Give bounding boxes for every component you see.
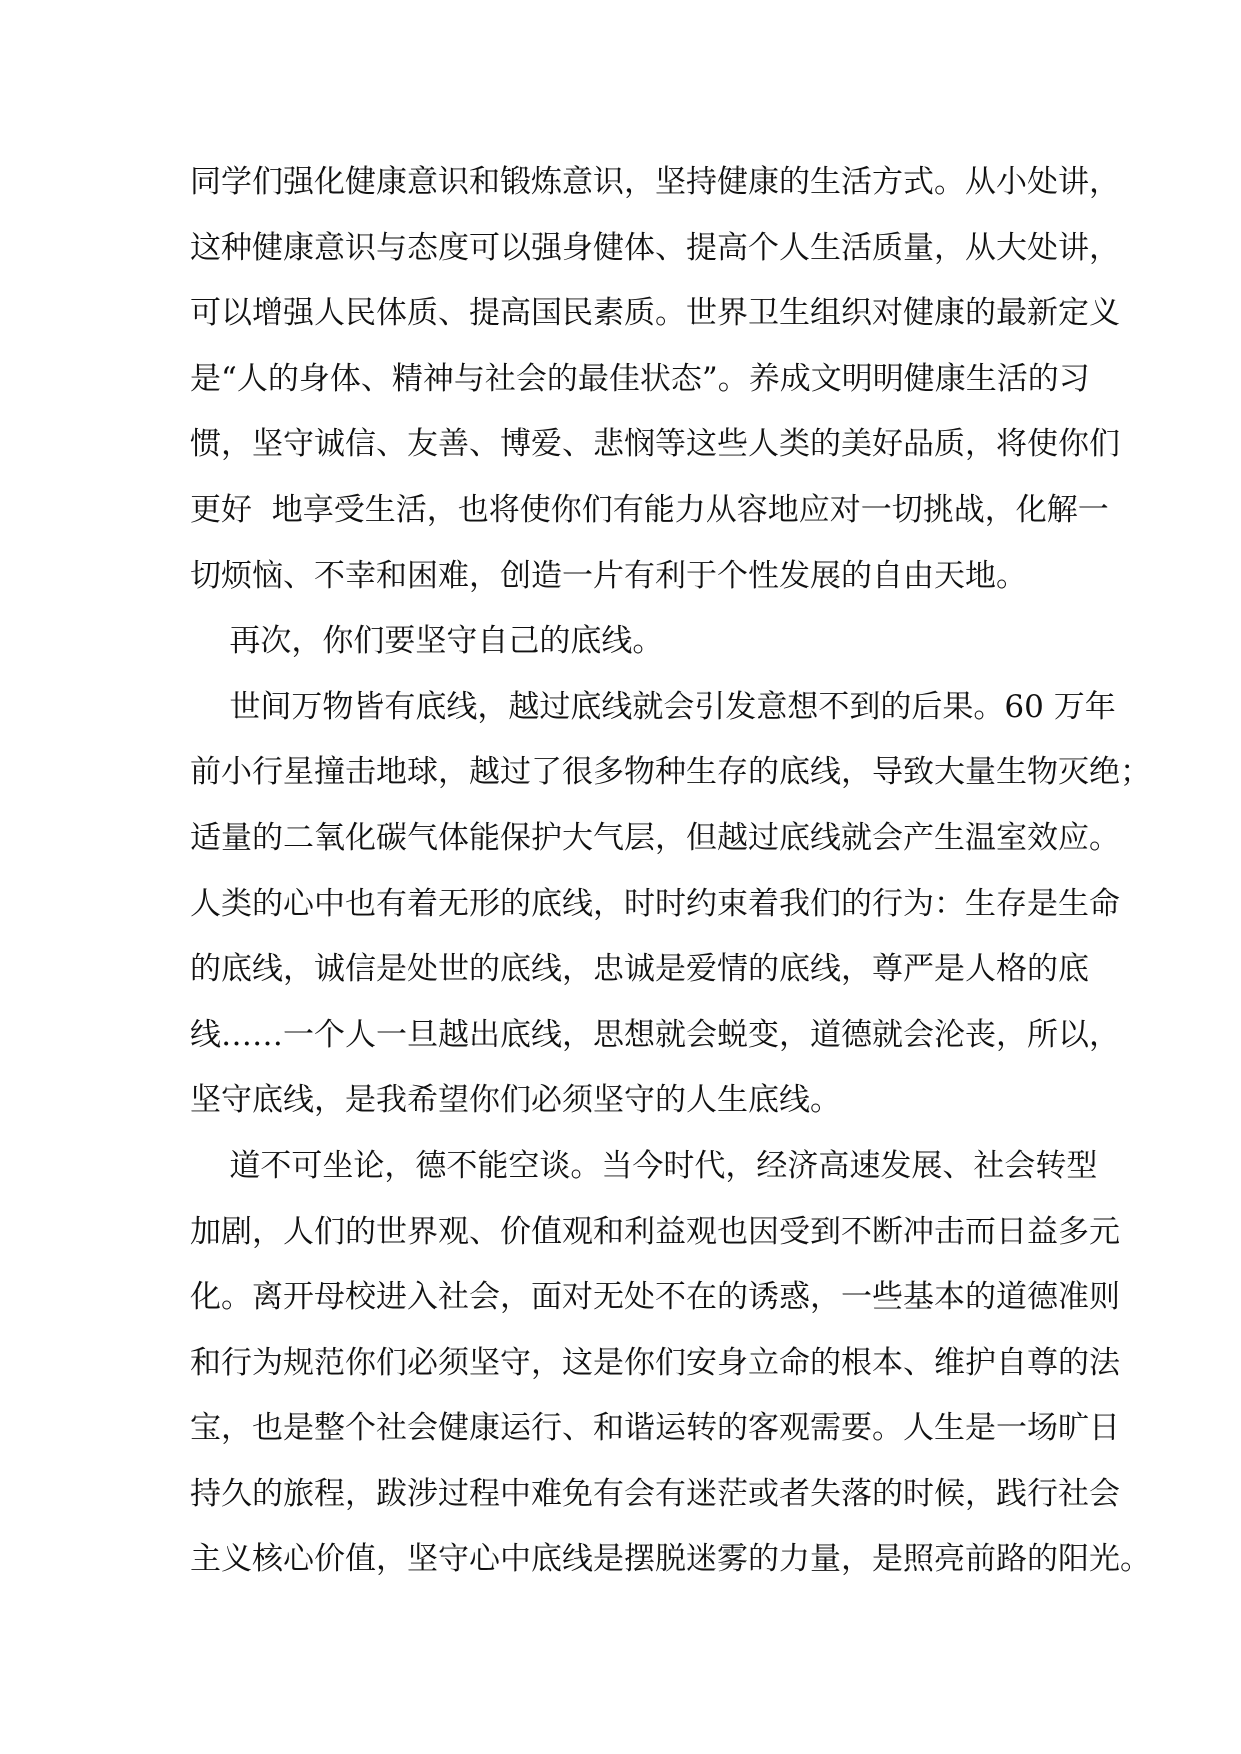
text-line: 人类的心中也有着无形的底线，时时约束着我们的行为：生存是生命 (190, 885, 1120, 922)
text-line: 惯，坚守诚信、友善、博爱、悲悯等这些人类的美好品质，将使你们 (190, 426, 1120, 463)
text-line: 坚守底线，是我希望你们必须坚守的人生底线。 (190, 1082, 841, 1119)
text-line: 化。离开母校进入社会，面对无处不在的诱惑，一些基本的道德准则 (190, 1279, 1120, 1316)
text-line: 世间万物皆有底线，越过底线就会引发意想不到的后果。60 万年 (190, 688, 1116, 725)
text-line: 主义核心价值，坚守心中底线是摆脱迷雾的力量，是照亮前路的阳光。 (190, 1541, 1151, 1578)
text-line: 切烦恼、不幸和困难，创造一片有利于个性发展的自由天地。 (190, 557, 1027, 594)
text-line: 是“人的身体、精神与社会的最佳状态”。养成文明明健康生活的习 (190, 360, 1090, 397)
text-line: 和行为规范你们必须坚守，这是你们安身立命的根本、维护自尊的法 (190, 1344, 1120, 1381)
text-line: 同学们强化健康意识和锻炼意识，坚持健康的生活方式。从小处讲， (190, 164, 1120, 200)
text-line: 前小行星撞击地球，越过了很多物种生存的底线，导致大量生物灭绝； (190, 754, 1151, 791)
text-line: 更好 地享受生活，也将使你们有能力从容地应对一切挑战，化解一 (190, 491, 1109, 528)
body-text (190, 150, 1151, 1593)
text-line: 再次，你们要坚守自己的底线。 (190, 623, 664, 660)
text-line: 加剧，人们的世界观、价值观和利益观也因受到不断冲击而日益多元 (190, 1213, 1120, 1250)
text-line: 线……一个人一旦越出底线，思想就会蜕变，道德就会沦丧，所以， (190, 1016, 1120, 1053)
text-line: 持久的旅程，跋涉过程中难免有会有迷茫或者失落的时候，践行社会 (190, 1475, 1120, 1512)
text-line: 宝，也是整个社会健康运行、和谐运转的客观需要。人生是一场旷日 (190, 1410, 1120, 1447)
text-line: 适量的二氧化碳气体能保护大气层，但越过底线就会产生温室效应。 (190, 819, 1120, 856)
text-line: 这种健康意识与态度可以强身健体、提高个人生活质量，从大处讲， (190, 229, 1120, 266)
text-line: 道不可坐论，德不能空谈。当今时代，经济高速发展、社会转型 (190, 1147, 1098, 1184)
text-line: 可以增强人民体质、提高国民素质。世界卫生组织对健康的最新定义 (190, 295, 1120, 332)
text-line: 的底线，诚信是处世的底线，忠诚是爱情的底线，尊严是人格的底 (190, 951, 1089, 988)
